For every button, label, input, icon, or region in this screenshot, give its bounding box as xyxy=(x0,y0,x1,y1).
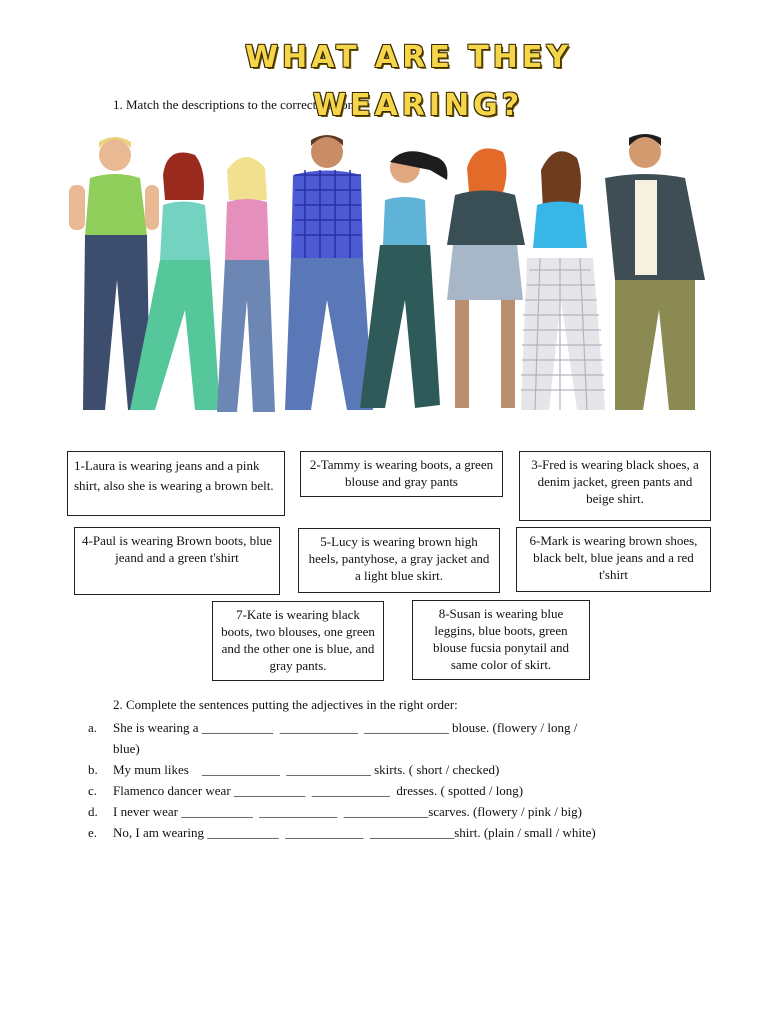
description-box-8: 8-Susan is wearing blue leggins, blue boots, green blouse fucsia ponytail and same color of skirt. xyxy=(412,600,590,680)
title-line-2: WEARING? xyxy=(313,88,524,123)
description-box-2: 2-Tammy is wearing boots, a green blouse and gray pants xyxy=(300,451,503,497)
description-box-5: 5-Lucy is wearing brown high heels, pantyhose, a gray jacket and a light blue skirt. xyxy=(298,528,500,593)
item-text: No, I am wearing ___________ ____________ _____________shirt. (plain / small / white) xyxy=(113,825,596,840)
item-label: c. xyxy=(88,783,98,798)
people-illustration xyxy=(55,130,727,422)
item-text: I never wear ___________ ____________ _____________scarves. (flowery / pink / big) xyxy=(113,804,582,819)
item-label: b. xyxy=(88,762,98,777)
description-box-3: 3-Fred is wearing black shoes, a denim jacket, green pants and beige shirt. xyxy=(519,451,711,521)
person-4-figure xyxy=(285,135,373,410)
person-5-figure xyxy=(360,151,447,408)
item-text: She is wearing a ___________ ____________ _____________ blouse. (flowery / long / xyxy=(113,720,578,735)
item-label: e. xyxy=(88,825,98,840)
person-3-figure xyxy=(217,157,275,412)
item-label: a. xyxy=(88,720,98,735)
item-label: d. xyxy=(88,804,98,819)
exercise-2-instruction: 2. Complete the sentences putting the adjectives in the right order: xyxy=(113,697,458,712)
description-box-7: 7-Kate is wearing black boots, two blouses, one green and the other one is blue, and gray pants. xyxy=(212,601,384,681)
title-line-1: WHAT ARE THEY xyxy=(245,40,573,75)
description-box-4: 4-Paul is wearing Brown boots, blue jeand and a green t'shirt xyxy=(74,527,280,595)
person-6-figure xyxy=(447,148,525,408)
item-text: My mum likes ____________ _____________ skirts. ( short / checked) xyxy=(113,762,500,777)
exercise-1-instruction: 1. Match the descriptions to the correct person. xyxy=(113,97,358,112)
item-text: Flamenco dancer wear ___________ ____________ dresses. ( spotted / long) xyxy=(113,783,524,798)
description-box-1: 1-Laura is wearing jeans and a pink shirt, also she is wearing a brown belt. xyxy=(67,451,285,516)
description-box-6: 6-Mark is wearing brown shoes, black belt, blue jeans and a red t'shirt xyxy=(516,527,711,592)
person-7-figure xyxy=(521,151,605,410)
item-text: blue) xyxy=(113,741,140,756)
person-8-figure xyxy=(605,134,705,410)
